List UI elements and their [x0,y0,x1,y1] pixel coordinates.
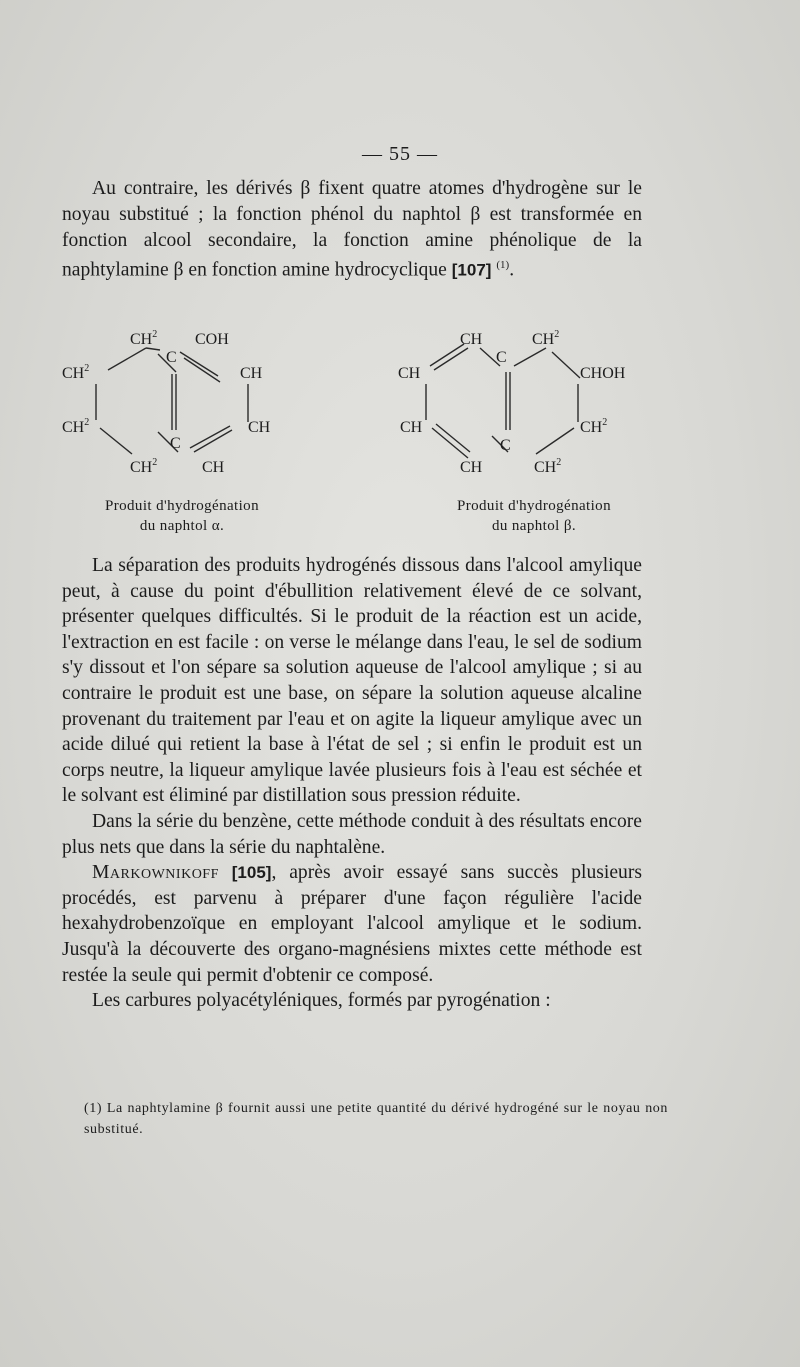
paragraph-benzene: Dans la série du benzène, cette méthode conduit à des résultats encore plus nets que dans la série du naphtalène. [62,810,642,858]
intro-end: . [509,259,515,281]
beta-top-c: C [496,349,507,366]
citation-ref-105: [105] [231,863,272,883]
caption-beta [404,496,664,536]
beta-right-upper: CHOH [580,365,626,382]
body-text [62,553,642,1014]
beta-bottom-left: CH [460,459,483,476]
alpha-left-lower: $CH^2$ [62,417,90,436]
beta-bottom-right: $CH^2$ [534,457,562,476]
alpha-top-left: $CH^2$ [130,329,158,348]
alpha-left-upper: $CH^2$ [62,363,90,382]
footnote [84,1098,668,1140]
beta-left-lower: CH [400,419,423,436]
beta-top-left: CH [460,331,483,348]
intro-text: Au contraire, les dérivés β fixent quatre atomes d'hydrogène sur le noyau substitué ; la fonction phénol du naphtol β est transformée en fonction alcool secondaire, la fonction amine phénolique de la naphtylamine β en fonction amine hydrocyclique [62,178,642,281]
beta-right-lower: $CH^2$ [580,417,608,436]
alpha-top-c: C [166,349,177,366]
paragraph-carbures: Les carbures polyacétyléniques, formés par pyrogénation : [92,990,551,1012]
intro-paragraph [62,176,642,284]
caption-beta-line1: Produit d'hydrogénation [457,498,611,514]
alpha-bottom-c: C [170,435,181,452]
alpha-bottom-left: $CH^2$ [130,457,158,476]
author-name: Markownikoff [92,862,219,884]
alpha-bottom-right: CH [202,459,225,476]
caption-alpha-line1: Produit d'hydrogénation [105,498,259,514]
alpha-right-upper: CH [240,365,263,382]
footnote-text: La naphtylamine β fournit aussi une petite quantité du dérivé hydrogéné sur le noyau non substitué. [84,1101,668,1137]
alpha-top-right: COH [195,331,229,348]
beta-bottom-c: C [500,437,511,454]
citation-ref-107: [107] [451,260,492,280]
page-number: — 55 — [362,143,438,165]
paragraph-markownikoff-text: , après avoir essayé sans succès plusieurs procédés, est parvenu à préparer d'une façon régulière l'acide hexahydrobenzoïque en employant l'alcool amylique et le sodium. Jusqu'à la découverte des organo-magnésiens mixtes cette méthode est restée la seule qui permit d'obtenir ce composé. [62,862,643,986]
caption-alpha-line2: du naphtol α. [139,518,225,534]
formula-naphthol-beta [396,322,656,482]
footnote-mark: (1) [84,1101,103,1116]
paragraph-separation: La séparation des produits hydrogénés dissous dans l'alcool amylique peut, à cause du point d'ébullition relativement élevé de ce solvant, présenter quelques difficultés. Si le produit de la réaction est un acide, l'extraction en est facile : on verse le mélange dans l'eau, le sel de sodium s'y dissout et l'on sépare sa solution aqueuse de l'alcool amylique ; si au contraire le produit est une base, on sépare la solution aqueuse alcaline provenant du traitement par l'eau et on agite la liqueur amylique avec un acide dilué qui retient la base à l'état de sel ; si enfin le produit est un corps neutre, la liqueur amylique lavée plusieurs fois à l'eau est séchée et le solvant est éliminé par distillation sous pression réduite. [62,555,642,807]
caption-alpha [52,496,312,536]
footnote-marker: (1) [496,259,510,272]
caption-beta-line2: du naphtol β. [491,518,577,534]
formula-naphthol-alpha [60,322,300,482]
alpha-right-lower: CH [248,419,271,436]
beta-left-upper: CH [398,365,421,382]
beta-top-right: $CH^2$ [532,329,560,348]
paragraph-markownikoff [62,860,642,988]
